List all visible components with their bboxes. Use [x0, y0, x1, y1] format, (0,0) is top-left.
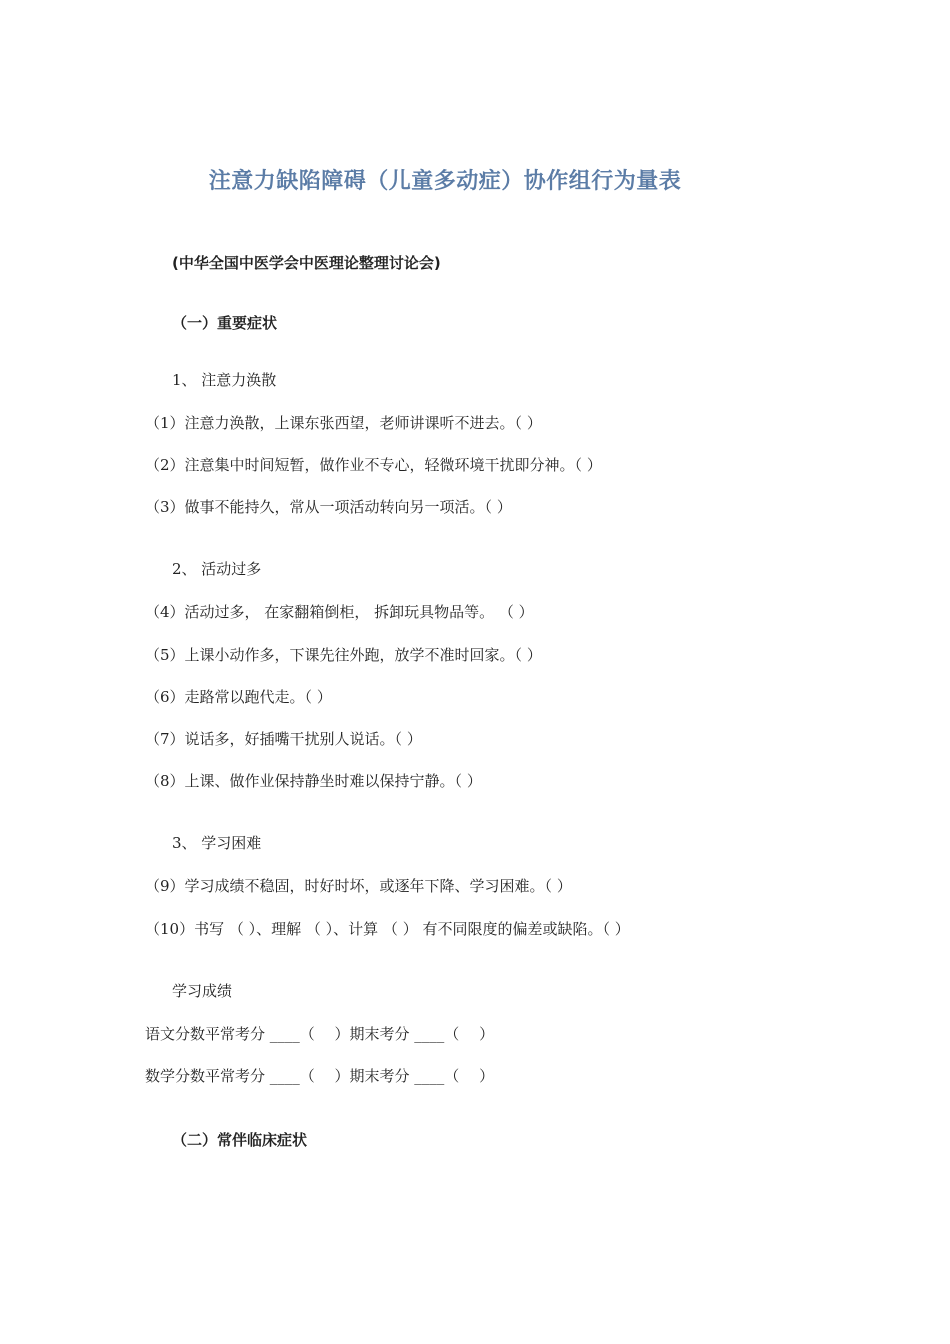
item-1: （1）注意力涣散，上课东张西望，老师讲课听不进去。（ ）: [145, 414, 542, 432]
document-subtitle: (中华全国中医学会中医理论整理讨论会): [172, 254, 441, 272]
item-10: （10）书写 （ ）、理解 （ ）、计算 （ ） 有不同限度的偏差或缺陷。（ ）: [145, 920, 630, 938]
item-2: （2）注意集中时间短暂，做作业不专心，轻微环境干扰即分神。（ ）: [145, 456, 602, 474]
section-heading-accompanying-symptoms: （二）常伴临床症状: [172, 1131, 308, 1149]
group-heading-hyperactivity: 2、 活动过多: [172, 560, 262, 578]
item-9: （9）学习成绩不稳固，时好时坏，或逐年下降、学习困难。（ ）: [145, 877, 572, 895]
group-heading-learning-difficulty: 3、 学习困难: [172, 834, 262, 852]
document-title: 注意力缺陷障碍（儿童多动症）协作组行为量表: [208, 169, 682, 194]
section-heading-important-symptoms: （一）重要症状: [172, 314, 278, 332]
item-4: （4）活动过多， 在家翻箱倒柜， 拆卸玩具物品等。 （ ）: [145, 603, 534, 621]
item-7: （7）说话多，好插嘴干扰别人说话。（ ）: [145, 730, 422, 748]
item-6: （6）走路常以跑代走。（ ）: [145, 688, 332, 706]
scores-heading: 学习成绩: [172, 982, 233, 1000]
item-3: （3）做事不能持久，常从一项活动转向另一项活。（ ）: [145, 498, 512, 516]
group-heading-inattention: 1、 注意力涣散: [172, 371, 277, 389]
chinese-score-line: 语文分数平常考分 ____（ ）期末考分 ____（ ）: [145, 1025, 495, 1043]
math-score-line: 数学分数平常考分 ____（ ）期末考分 ____（ ）: [145, 1067, 495, 1085]
item-5: （5）上课小动作多，下课先往外跑，放学不准时回家。（ ）: [145, 646, 542, 664]
item-8: （8）上课、做作业保持静坐时难以保持宁静。（ ）: [145, 772, 482, 790]
